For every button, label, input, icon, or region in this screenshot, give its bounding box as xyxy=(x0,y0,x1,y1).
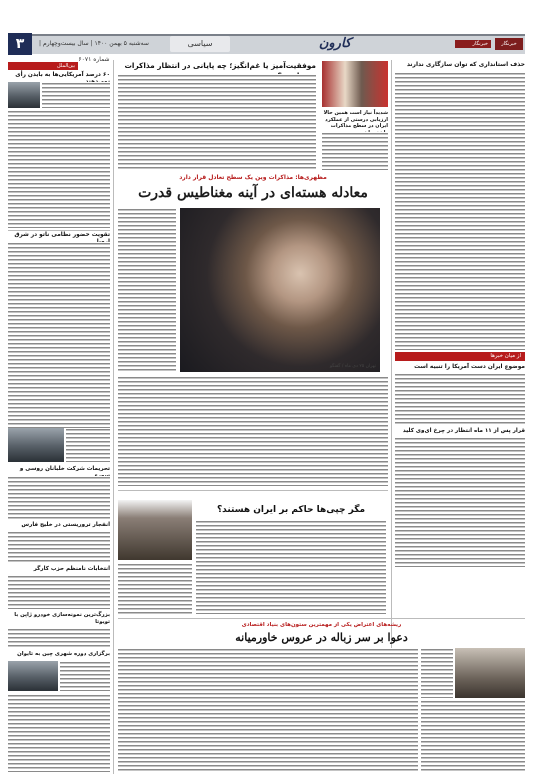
left-item6-title: بزرگ‌ترین نمونه‌سازی خودرو ژاپن با تویوتا xyxy=(14,612,110,625)
page-number: ۳ xyxy=(8,33,32,55)
mid-story-side xyxy=(118,563,192,614)
mid-story-headline: مگر چپی‌ها حاکم بر ایران هستند؟ xyxy=(216,505,366,515)
left-column-tag: بین‌الملل xyxy=(8,62,78,70)
interview-body-left xyxy=(118,208,176,372)
left-item2-title: تقویت حضور نظامی ناتو در شرق xyxy=(14,232,110,238)
left-item7-body xyxy=(8,694,110,772)
bottom-story-side xyxy=(421,700,525,772)
right-column-body xyxy=(395,72,525,350)
bottom-story-body xyxy=(118,648,418,772)
divider xyxy=(118,490,388,491)
left-item1-photo xyxy=(8,82,40,108)
divider xyxy=(118,618,525,619)
right-column-tag: خبرنگار xyxy=(455,40,491,48)
interview-headline: معادله هسته‌ای در آینه مغناطیس قدرت xyxy=(138,185,368,201)
left-item7-side xyxy=(60,661,110,691)
right-item1-title: موضوع ایران دست آمریکا را تنبیه است xyxy=(414,364,525,370)
left-item1-body xyxy=(42,82,110,108)
divider xyxy=(8,230,110,231)
left-item6-body xyxy=(8,628,110,648)
column-separator xyxy=(113,60,114,774)
interview-photo xyxy=(180,208,380,372)
left-item5-title: انتخابات نامنظم حزب کارگر xyxy=(33,566,110,572)
left-item7-photo xyxy=(8,661,58,691)
top-story-body xyxy=(118,74,316,170)
bottom-story-photo xyxy=(455,648,525,698)
bottom-story-kicker: ریشه‌های اعتراض یکی از مهمترین ستون‌های بنیاد اقتصادی xyxy=(241,622,402,628)
left-item3-photo xyxy=(8,428,64,462)
interview-photo-caption: تهران ۲۵ دی ماه / گفتگو xyxy=(329,364,376,369)
bottom-story-headline: دعوا بر سر زباله در عروس خاورمیانه xyxy=(235,631,408,644)
left-item7-title: برگزاری دوره شهری چین به تایوان xyxy=(17,651,110,657)
right-item2-body xyxy=(395,437,525,567)
mid-story-body xyxy=(196,520,386,614)
top-story-headline: موفقیت‌آمیز یا غم‌انگیز؛ چه پایانی در انتظار مذاکرات xyxy=(124,61,316,70)
left-item1-body-cont xyxy=(8,110,110,228)
top-story-photo xyxy=(322,61,388,107)
section-title: سیاسی xyxy=(170,36,230,52)
left-item3-body xyxy=(8,476,110,520)
left-item5-body xyxy=(8,575,110,609)
top-story-side-body xyxy=(322,132,388,170)
interview-body-lower xyxy=(118,376,388,486)
issue-info: سه‌شنبه ۵ بهمن ۱۴۰۰ | سال بیست‌وچهارم | شماره ۶۰۷۱ xyxy=(39,40,149,63)
logo-tag: خبرنگار xyxy=(495,38,523,50)
right-item2-title: قرار پس از ۱۱ ماه انتظار در چرخ ای‌وی کلید xyxy=(402,428,525,434)
interview-kicker: مظهری‌ها: مذاکرات وین یک سطح تعادل قرار دارد xyxy=(179,174,327,181)
bottom-story-side2 xyxy=(421,648,453,698)
left-item4-title: انفجار تروریستی در خلیج فارس xyxy=(21,522,110,528)
left-item4-body xyxy=(8,531,110,563)
left-item1-title: ۶۰ درصد آمریکایی‌ها به بایدن رأی xyxy=(15,72,110,78)
right-box-title: از میان خبرها xyxy=(395,352,525,361)
top-story-pull-quote: شدیداً نیاز است همین حالا ارزیابی درستی از عملکرد ایران در سطح مذاکرات xyxy=(323,110,388,129)
right-item1-body xyxy=(395,373,525,425)
newspaper-logo: کارون xyxy=(318,36,352,51)
left-item2-body xyxy=(8,242,110,428)
left-item3-side xyxy=(66,428,110,462)
right-column-title: حذف استانداری که توان سازگاری ندارند xyxy=(406,61,525,68)
left-item3-title: تحریمات شرکت خلبانان روسی و xyxy=(19,466,110,472)
mid-story-photo xyxy=(118,500,192,560)
